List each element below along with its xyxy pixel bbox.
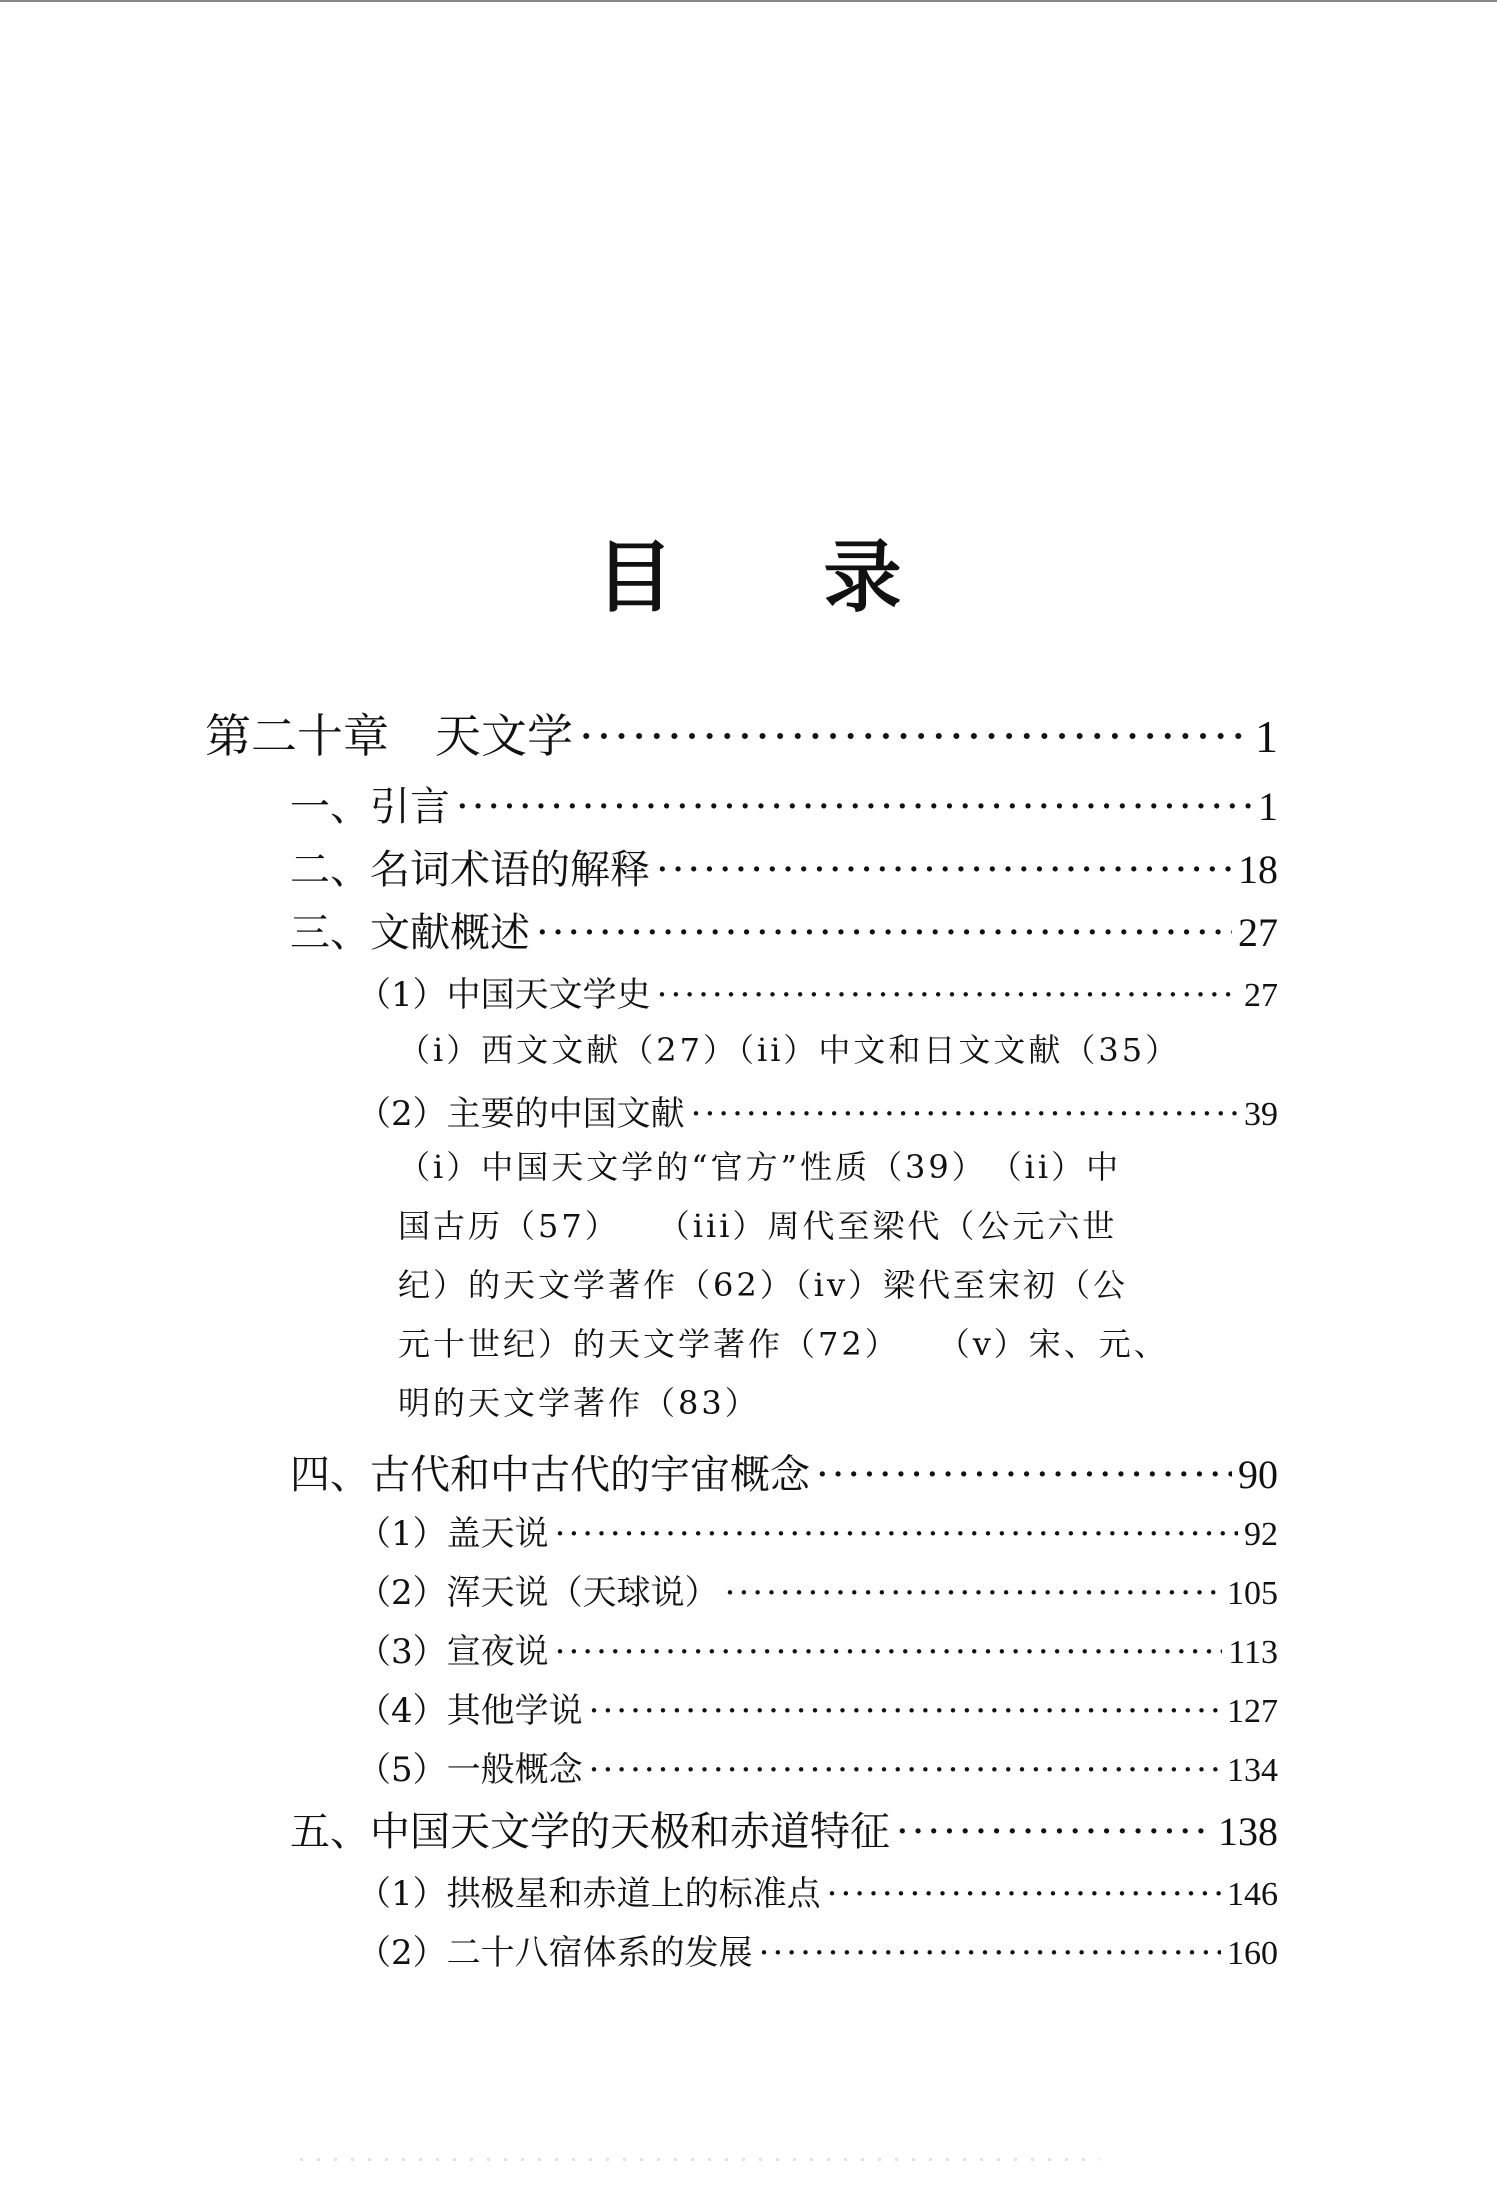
toc-section-2[interactable] [290, 838, 1278, 895]
toc-page-number: 138 [1218, 1809, 1278, 1854]
leader-dots [691, 1094, 1238, 1134]
toc-subsection-4-2[interactable] [357, 1565, 1278, 1614]
toc-subsection-5-2[interactable] [357, 1925, 1278, 1974]
scan-noise [300, 2158, 1100, 2161]
leader-dots [555, 1514, 1238, 1554]
toc-label: （1）拱极星和赤道上的标准点 [357, 1874, 821, 1914]
toc-label: （2）二十八宿体系的发展 [357, 1933, 753, 1973]
toc-subsection-4-1[interactable] [357, 1506, 1278, 1555]
toc-subsection-4-4[interactable] [357, 1683, 1278, 1732]
toc-label: 第二十章 天文学 [205, 709, 573, 763]
toc-subsection-4-3[interactable] [357, 1624, 1278, 1673]
leader-dots [656, 847, 1232, 893]
toc-label: 五、中国天文学的天极和赤道特征 [290, 1809, 890, 1855]
toc-page-number: 146 [1227, 1876, 1278, 1913]
toc-label: （1）中国天文学史 [357, 975, 651, 1015]
subitem-line: 国古历（57） （iii）周代至梁代（公元六世 [398, 1207, 1118, 1245]
toc-page-number: 27 [1244, 977, 1278, 1014]
toc-page-number: 18 [1238, 847, 1278, 892]
toc-label: 四、古代和中古代的宇宙概念 [290, 1452, 810, 1498]
toc-label: 三、文献概述 [290, 910, 530, 956]
toc-page-number: 113 [1228, 1634, 1278, 1671]
toc-section-5[interactable] [290, 1800, 1278, 1857]
toc-page-number: 134 [1227, 1752, 1278, 1789]
leader-dots [827, 1874, 1221, 1914]
leader-dots [725, 1573, 1221, 1613]
toc-subsection-4-5[interactable] [357, 1742, 1278, 1791]
leader-dots [759, 1933, 1221, 1973]
page-title [0, 515, 1497, 627]
toc-page-number: 39 [1244, 1096, 1278, 1133]
title-char-1: 目 [595, 532, 674, 623]
toc-page-number: 90 [1238, 1452, 1278, 1497]
toc-subitems-3-2[interactable] [398, 1138, 1218, 1433]
toc-page-number: 27 [1238, 910, 1278, 955]
toc-section-3[interactable] [290, 901, 1278, 958]
leader-dots [579, 709, 1249, 763]
toc-section-4[interactable] [290, 1443, 1278, 1500]
toc-page-number: 1 [1255, 711, 1278, 762]
subitem-line: 纪）的天文学著作（62）（iv）梁代至宋初（公 [398, 1266, 1129, 1304]
page-top-border [0, 0, 1497, 2]
subitem-line: （i）中国天文学的“官方”性质（39） （ii）中 [398, 1148, 1122, 1186]
toc-label: 二、名词术语的解释 [290, 847, 650, 893]
toc-section-1[interactable] [290, 775, 1278, 832]
subitem-line: 元十世纪）的天文学著作（72） （v）宋、元、 [398, 1325, 1169, 1363]
toc-label: （1）盖天说 [357, 1514, 549, 1554]
toc-label: 一、引言 [290, 784, 450, 830]
leader-dots [657, 975, 1238, 1015]
leader-dots [816, 1452, 1232, 1498]
leader-dots [896, 1809, 1212, 1855]
toc-subsection-5-1[interactable] [357, 1866, 1278, 1915]
toc-label: （3）宣夜说 [357, 1632, 549, 1672]
toc-subsection-3-2[interactable] [357, 1086, 1278, 1135]
toc-subsection-3-1[interactable] [357, 967, 1278, 1016]
toc-page-number: 1 [1258, 784, 1278, 829]
leader-dots [589, 1750, 1221, 1790]
toc-label: （2）浑天说（天球说） [357, 1573, 719, 1613]
subitem-line: 明的天文学著作（83） [398, 1384, 760, 1422]
leader-dots [589, 1691, 1221, 1731]
leader-dots [555, 1632, 1223, 1672]
toc-page-number: 105 [1227, 1575, 1278, 1612]
toc-page-number: 92 [1244, 1516, 1278, 1553]
title-char-2: 录 [823, 532, 902, 623]
toc-label: （4）其他学说 [357, 1691, 583, 1731]
toc-chapter[interactable] [205, 700, 1278, 766]
toc-label: （5）一般概念 [357, 1750, 583, 1790]
toc-page-number: 160 [1227, 1935, 1278, 1972]
toc-label: （2）主要的中国文献 [357, 1094, 685, 1134]
toc-page-number: 127 [1227, 1693, 1278, 1730]
toc-subitems-3-1[interactable]: （i）西文文献（27）（ii）中文和日文文献（35） [398, 1031, 1181, 1069]
leader-dots [456, 784, 1252, 830]
leader-dots [536, 910, 1232, 956]
